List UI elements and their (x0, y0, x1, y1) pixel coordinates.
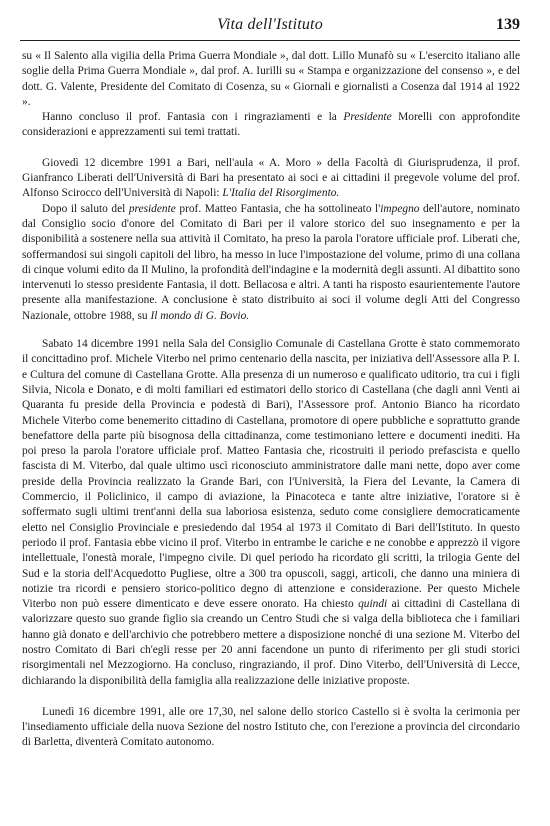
paragraph-bari-presentation (22, 156, 520, 202)
italic-span: impegno (380, 202, 420, 215)
paragraph-gap (22, 324, 520, 337)
page-number: 139 (496, 16, 520, 33)
running-title: Vita dell'Istituto (217, 16, 323, 33)
paragraph-conclusion-fantasia (22, 110, 520, 141)
text-span: Dopo il saluto del (42, 202, 129, 215)
text-span: Hanno concluso il prof. Fantasia con i ringraziamenti e la (42, 111, 344, 124)
paragraph-gap (22, 689, 520, 705)
text-span: ai cittadini di Castellana di valorizzare questo suo grande figlio sia creando un Centro Studi che si valga della biblioteca che i familiari hanno già donato e dell'archivio che potrebbero mettere a disposizione nonché di una sezione M. Viterbo del nostro Comitato di Bari ch'egli resse per 20 anni facendone un punto di riferimento per gli studi storici risorgimentali nel Mezzogiorno. Ha concluso, ringraziando, il prof. Dino Viterbo, dell'Università di Lecce, dichiarando la disponibilità della famiglia alla realizzazione delle iniziative proposte. (22, 598, 520, 687)
italic-span: presidente (128, 202, 176, 215)
book-title: Il mondo di G. Bovio. (150, 309, 250, 322)
text-span: prof. Matteo Fantasia, che ha sottolineato l' (175, 202, 381, 215)
italic-span: Presidente (343, 111, 392, 124)
header-rule (20, 40, 520, 41)
text-span: Morelli con approfondite considerazioni e apprezzamenti sui temi trattati. (22, 111, 520, 139)
paragraph-castellana-viterbo (22, 337, 520, 689)
paragraph-salento-talks: su « Il Salento alla vigilia della Prima Guerra Mondiale », dal dott. Lillo Munafò su « L'esercito italiano alle soglie della Prima Guerra Mondiale », dal prof. A. Iurilli su « Stampa e organizzazione del consenso », e del dott. G. Valente, Presidente del Comitato di Cosenza, su « Giornali e giornalisti a Cosenza dal 1914 al 1922 ». (22, 50, 520, 108)
book-title: L'Italia del Risorgimento. (222, 187, 340, 200)
paragraph-barletta-section: Lunedì 16 dicembre 1991, alle ore 17,30, nel salone dello storico Castello si è svolta la cerimonia per l'insediamento ufficiale della nuova Sezione del nostro Istituto che, con l'erezione a provincia del circondario di Barletta, diventerà Comitato autonomo. (22, 705, 520, 749)
body-text (22, 49, 520, 751)
paragraph-liberati-speech (22, 202, 520, 324)
running-header (20, 16, 520, 38)
paragraph-gap (22, 141, 520, 156)
text-span: Sabato 14 dicembre 1991 nella Sala del Consiglio Comunale di Castellana Grotte è stato commemorato il concittadino prof. Michele Viterbo nel primo centenario della nascita, per iniziativa dell'Assessore alla P. I. e Cultura del comune di Castellana Grotte. Alla presenza di un numeroso e qualificato uditorio, tra cui i figli Silvia, Nicola e Donato, e di molti familiari ed estimatori dello storico di Castellana (che dagli anni Venti ai Quaranta fu preside della Provincia e podestà di Bari), l'Assessore prof. Antonio Bianco ha ricordato Michele Viterbo come benemerito cittadino di Castellana, promotore di opere pubbliche e soprattutto grande benefattore della parte più bisognosa della cittadinanza, come testimoniano lettere e documenti inediti. Ha poi preso la parola l'oratore ufficiale prof. Matteo Fantasia che, ricostruiti il periodo prefascista e quello fascista di M. Viterbo, dal quale ultimo uscì riconosciuto amministratore dalle mani nette, dopo aver come preside della Provincia realizzato la Grande Bari, con l'Università, la Fiera del Levante, la Camera di Commercio, il Policlinico, il campo di aviazione, la Pinacoteca e tante altre iniziative, l'oratore si è soffermato sugli ultimi trent'anni della sua laboriosa esistenza, seduto come consigliere democraticamente eletto nel Consiglio Provinciale e presiedendo dal 1954 al 1973 il Comitato di Bari dell'Istituto. In questo periodo il prof. Fantasia ebbe vicino il prof. Viterbo in entrambe le cariche e ne conobbe e apprezzò il vigore intellettuale, l'onestà morale, l'impegno civile. Di quel periodo ha ricordato gli scritti, la trilogia Gente del Sud e la storia dell'Acquedotto Pugliese, oltre a 300 tra opuscoli, saggi, articoli, che danno una miniera di notizie tra ricordi e pensiero storico-politico degno di attenzione e considerazione. Per questo Michele Viterbo non può essere dimenticato e deve essere onorato. Ha chiesto (22, 338, 520, 611)
italic-span: quindi (358, 598, 388, 611)
text-span: Giovedì 12 dicembre 1991 a Bari, nell'aula « A. Moro » della Facoltà di Giurisprudenza, il prof. Gianfranco Liberati dell'Università di Bari ha presentato ai soci e ai cittadini il pregevole volume del prof. Alfonso Scirocco dell'Università di Napoli: (22, 156, 520, 200)
text-span: dell'autore, nominato dal Consiglio socio d'onore del Comitato di Bari per il valore storico del suo insegnamento e per la disponibilità a sostenere nella sua attività il Comitato, ha preso la parola l'oratore ufficiale prof. Liberati che, soffermandosi sui singoli capitoli del libro, ha messo in luce l'impostazione del volume, primo di una collana di cinque volumi edito da Il Mulino, la profondità dell'indagine e la modernità degli assunti. Al dibattito sono intervenuti lo stesso presidente Fantasia, il dott. Bellacosa e altri. A tanti ha risposto esaurientemente l'autore presente alla manifestazione. A conclusione è stato distribuito ai soci il volume degli Atti del Congresso Nazionale, ottobre 1988, su (22, 202, 520, 322)
